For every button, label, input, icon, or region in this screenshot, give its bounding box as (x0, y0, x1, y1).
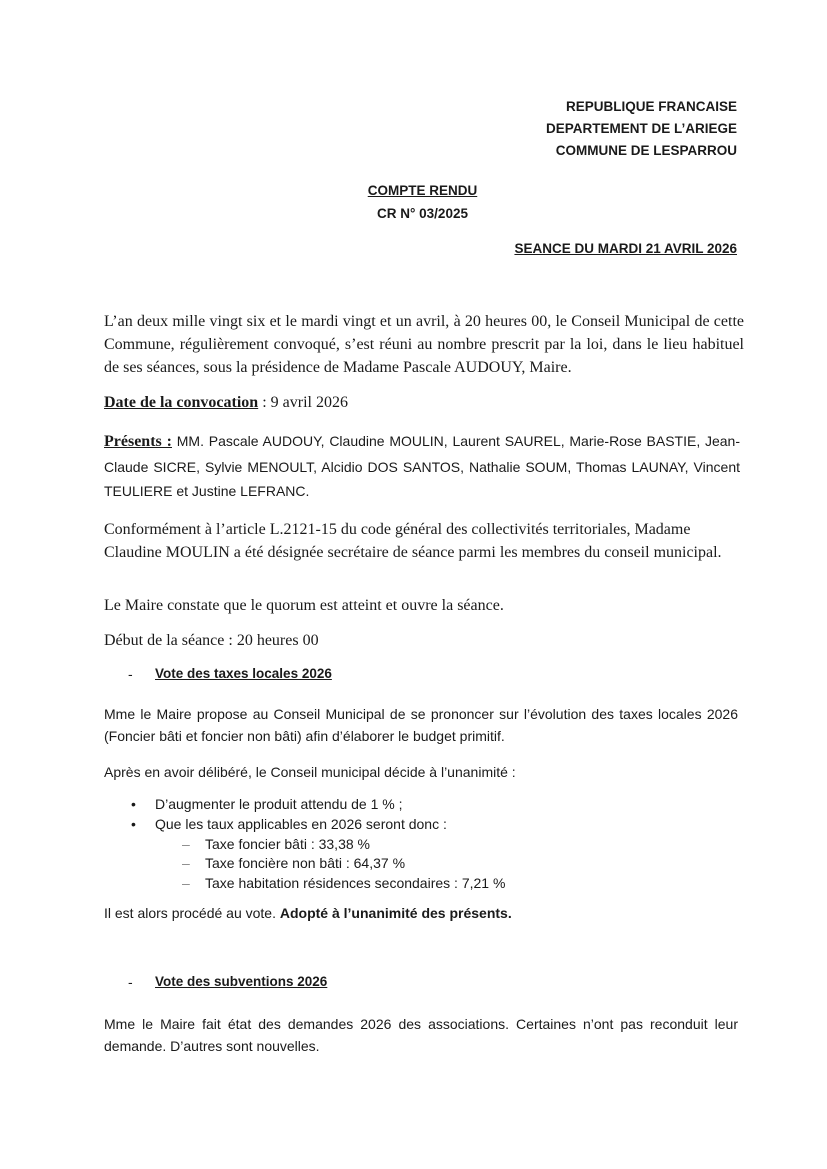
rate-item-3: Taxe habitation résidences secondaires : 7,21 % (205, 875, 506, 891)
convocation-value: : 9 avril 2026 (258, 394, 348, 411)
secretary-paragraph: Conformément à l’article L.2121-15 du code général des collectivités territoriales, Madame Claudine MOULIN a été désignée secrétaire de séance parmi les membres du conseil municipal. (104, 521, 722, 561)
sub-dash-icon: – (182, 875, 190, 891)
section1-paragraph: Mme le Maire propose au Conseil Municipal de se prononcer sur l’évolution des taxes locales 2026 (Foncier bâti et foncier non bâti) afin d’élaborer le budget primitif. (104, 706, 738, 744)
presents-list: MM. Pascale AUDOUY, Claudine MOULIN, Laurent SAUREL, Marie-Rose BASTIE, Jean-Claude SICRE, Sylvie MENOULT, Alcidio DOS SANTOS, Nathalie SOUM, Thomas LAUNAY, Vincent TEULIERE et Justine LEFRANC. (104, 433, 741, 499)
header-departement: DEPARTEMENT DE L’ARIEGE (545, 121, 737, 136)
vote-result: Adopté à l’unanimité des présents. (279, 905, 512, 921)
presents-paragraph (104, 429, 740, 504)
section1-decision: Après en avoir délibéré, le Conseil municipal décide à l’unanimité : (104, 764, 516, 780)
sub-dash-icon: – (182, 836, 190, 852)
convocation-label: Date de la convocation (104, 394, 259, 411)
bullet-item-1: D’augmenter le produit attendu de 1 % ; (155, 796, 403, 812)
title-cr-number: CR N° 03/2025 (377, 206, 468, 221)
presents-label: Présents : (104, 433, 172, 450)
section1-vote (104, 902, 738, 924)
bullet-icon: • (131, 816, 136, 832)
header-commune: COMMUNE DE LESPARROU (555, 143, 737, 158)
intro-paragraph: L’an deux mille vingt six et le mardi vingt et un avril, à 20 heures 00, le Conseil Municipal de cette Commune, régulièrement convoqué, s’est réuni au nombre prescrit par la loi, dans le lieu habituel de ses séances, sous la présidence de Madame Pascale AUDOUY, Maire. (104, 313, 744, 376)
header-republique: REPUBLIQUE FRANCAISE (565, 99, 737, 114)
sub-dash-icon: – (182, 855, 190, 871)
bullet-item-2: Que les taux applicables en 2026 seront donc : (155, 816, 447, 832)
convocation-line (104, 391, 744, 414)
seance-date: SEANCE DU MARDI 21 AVRIL 2026 (514, 241, 737, 256)
debut-line: Début de la séance : 20 heures 00 (104, 632, 319, 649)
document-header (546, 96, 737, 162)
quorum-line: Le Maire constate que le quorum est atteint et ouvre la séance. (104, 597, 504, 614)
bullet-icon: • (131, 796, 136, 812)
section2-paragraph: Mme le Maire fait état des demandes 2026 des associations. Certaines n’ont pas reconduit leur demande. D’autres sont nouvelles. (104, 1016, 738, 1054)
section2-title: Vote des subventions 2026 (155, 974, 328, 989)
rate-item-2: Taxe foncière non bâti : 64,37 % (205, 855, 406, 871)
title-compte-rendu: COMPTE RENDU (367, 183, 478, 198)
rate-item-1: Taxe foncier bâti : 33,38 % (205, 836, 370, 852)
section1-title: Vote des taxes locales 2026 (155, 666, 332, 681)
section1-dash: - (128, 666, 133, 682)
vote-text: Il est alors procédé au vote. (104, 905, 280, 921)
section2-dash: - (128, 974, 133, 990)
